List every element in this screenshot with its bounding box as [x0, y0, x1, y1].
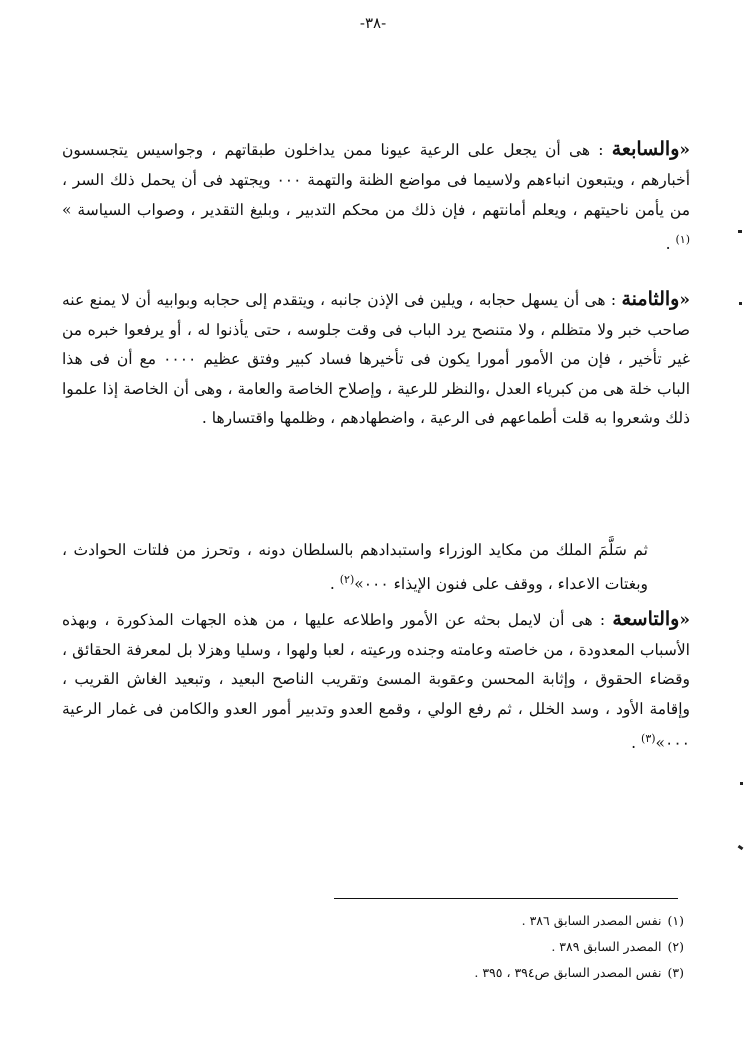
paragraph-text-eighth: : هى أن يسهل حجابه ، ويلين فى الإذن جانبه ، ويتقدم إلى حجابه وبوابيه أن لا يمنع عنه صاحب خبر ولا متظلم ، ولا متنصح يرد الباب فى وقت جلوسه ، حتى يأذنوا له ، أو يرفعوا خبره من غير تأخير ، فإن من الأمور أمورا يكون فى تأخيرها فساد كبير وفتق عظيم ٠٠٠٠ مع أن فى هذا الباب خلة هى من كبرياء العدل ،والنظر للرعية ، وإصلاح الخاصة والعامة ، وهى أن الخاصة إذا علموا ذلك وشعروا به قلت أطماعهم فى الرعية ، واضطهادهم ، وظلمها واقتسارها . — [62, 291, 690, 427]
section-heading-seventh: والسابعة — [611, 138, 680, 160]
page-number: -٣٨- — [359, 14, 387, 32]
footnote-item — [264, 908, 684, 934]
paragraph-seventh — [62, 134, 690, 259]
scan-speck — [738, 230, 742, 233]
footnote-label: (١) — [667, 913, 684, 928]
footnote-label: (٢) — [667, 939, 684, 954]
paragraph-text-seventh: : هى أن يجعل على الرعية عيونا ممن يداخلون طبقاتهم ، وجواسيس يتجسسون أخبارهم ، ويتبعون انباءهم ولاسيما فى مواضع الظنة والتهمة ٠٠٠ ويجتهد فى أن يحمل ذلك السر ، من يأمن ناحيتهم ، ويعلم أمانتهم ، فإن ذلك من محكم التدبير ، وبليغ التقدير ، وصواب السياسة » — [62, 141, 690, 219]
paragraph-end-ninth: . — [631, 734, 642, 753]
footnote-marker-1: (١) — [675, 233, 690, 246]
footnote-separator — [334, 898, 678, 899]
paragraph-end-eighth-continued: . — [329, 575, 340, 594]
footnote-marker-3: (٣) — [641, 732, 656, 745]
paragraph-eighth — [62, 285, 690, 434]
opening-quote: « — [679, 610, 690, 630]
paragraph-text-ninth: : هى أن لايمل بحثه عن الأمور واطلاعه عليها ، من هذه الجهات المذكورة ، وبهذه الأسباب المعدودة ، من خاصته وعامته وجنده ورعيته ، لعبا ولهوا ، وسليا وهزلا بل لمعرفة الحقائق ، وقضاء الحقوق ، وإثابة المحسن وعقوبة المسئ وتقريب الناصح البعيد ، وتبعيد الغاش القريب ، وإقامة الأود ، وسد الخلل ، ثم رفع الولي ، وقمع العدو وتدبير أمور العدو والكامن فى غمار الرعية ٠٠٠» — [62, 611, 690, 753]
footnote-label: (٣) — [667, 965, 684, 980]
footnote-marker-2: (٢) — [339, 573, 355, 586]
footnote-text: نفس المصدر السابق ٣٨٦ . — [521, 913, 662, 928]
paragraph-text-eighth-continued: ثم سَلَّمَ الملك من مكايد الوزراء واستبدادهم بالسلطان دونه ، وتحرز من فلتات الحوادث ، وبغتات الاعداء ، ووقف على فنون الإيذاء ٠٠٠» — [62, 541, 648, 594]
section-heading-eighth: والثامنة — [621, 288, 680, 310]
footnotes — [264, 908, 684, 986]
footnote-text: المصدر السابق ٣٨٩ . — [551, 939, 662, 954]
scan-speck — [740, 782, 743, 785]
opening-quote: « — [679, 290, 690, 310]
footnote-item — [264, 934, 684, 960]
opening-quote: « — [679, 140, 690, 160]
footnote-text: نفس المصدر السابق ص٣٩٤ ، ٣٩٥ . — [474, 965, 662, 980]
footnote-item — [264, 960, 684, 986]
paragraph-ninth — [62, 605, 690, 759]
section-heading-ninth: والتاسعة — [612, 608, 680, 630]
paragraph-eighth-continued — [62, 535, 648, 599]
paragraph-end-seventh: . — [665, 235, 676, 254]
scan-speck — [739, 302, 742, 305]
scan-speck — [738, 845, 744, 850]
